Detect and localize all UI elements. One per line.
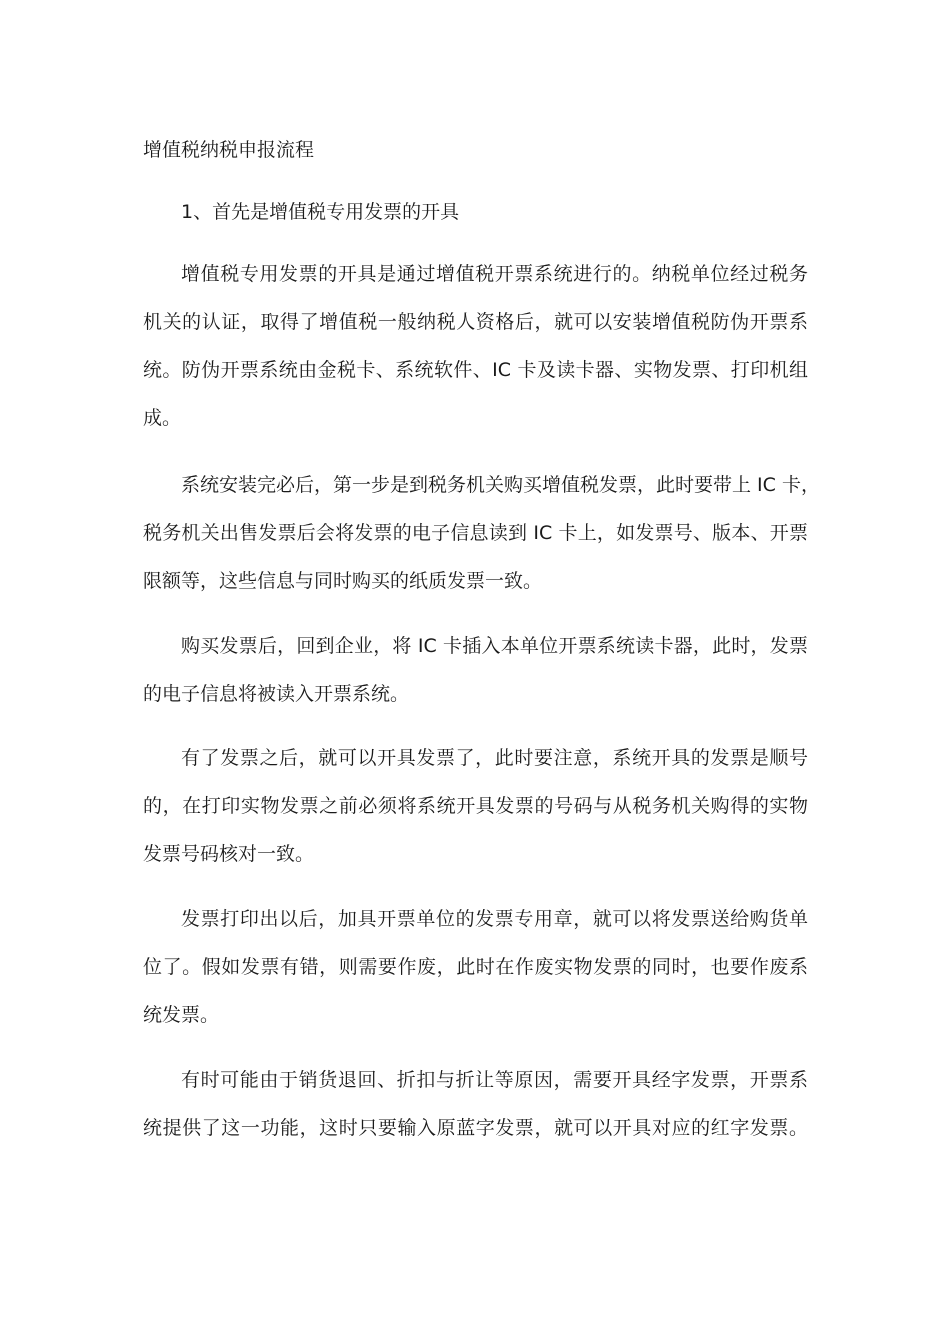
section-heading-text: 1、首先是增值税专用发票的开具 — [181, 201, 460, 223]
section-heading — [143, 198, 459, 226]
paragraph-line: 统发票。 — [143, 1004, 220, 1026]
paragraph-line: 统提供了这一功能，这时只要输入原蓝字发票，就可以开具对应的红字发票。 — [143, 1117, 808, 1139]
paragraph-line: 有时可能由于销货退回、折扣与折让等原因，需要开具经字发票，开票系 — [181, 1069, 808, 1091]
document-title: 增值税纳税申报流程 — [143, 139, 315, 161]
paragraph-line: 统。防伪开票系统由金税卡、系统软件、IC 卡及读卡器、实物发票、打印机组 — [143, 359, 808, 381]
paragraph-line: 的电子信息将被读入开票系统。 — [143, 683, 410, 705]
paragraph-line: 购买发票后，回到企业，将 IC 卡插入本单位开票系统读卡器，此时，发票 — [181, 635, 808, 657]
paragraph-5 — [143, 895, 808, 1039]
paragraph-line: 税务机关出售发票后会将发票的电子信息读到 IC 卡上，如发票号、版本、开票 — [143, 522, 808, 544]
paragraph-line: 有了发票之后，就可以开具发票了，此时要注意，系统开具的发票是顺号 — [181, 747, 808, 769]
paragraph-3 — [143, 622, 808, 718]
paragraph-line: 增值税专用发票的开具是通过增值税开票系统进行的。纳税单位经过税务 — [181, 263, 808, 285]
paragraph-line: 发票号码核对一致。 — [143, 843, 315, 865]
paragraph-line: 的，在打印实物发票之前必须将系统开具发票的号码与从税务机关购得的实物 — [143, 795, 808, 817]
paragraph-line: 成。 — [143, 407, 182, 429]
paragraph-line: 系统安装完必后，第一步是到税务机关购买增值税发票，此时要带上 IC 卡， — [181, 474, 820, 496]
paragraph-line: 限额等，这些信息与同时购买的纸质发票一致。 — [143, 570, 543, 592]
paragraph-line: 发票打印出以后，加具开票单位的发票专用章，就可以将发票送给购货单 — [181, 908, 808, 930]
paragraph-2 — [143, 461, 820, 605]
paragraph-4 — [143, 734, 808, 878]
paragraph-line: 机关的认证，取得了增值税一般纳税人资格后，就可以安装增值税防伪开票系 — [143, 311, 808, 333]
paragraph-1 — [143, 250, 808, 442]
paragraph-6 — [143, 1056, 808, 1152]
paragraph-line: 位了。假如发票有错，则需要作废，此时在作废实物发票的同时，也要作废系 — [143, 956, 808, 978]
